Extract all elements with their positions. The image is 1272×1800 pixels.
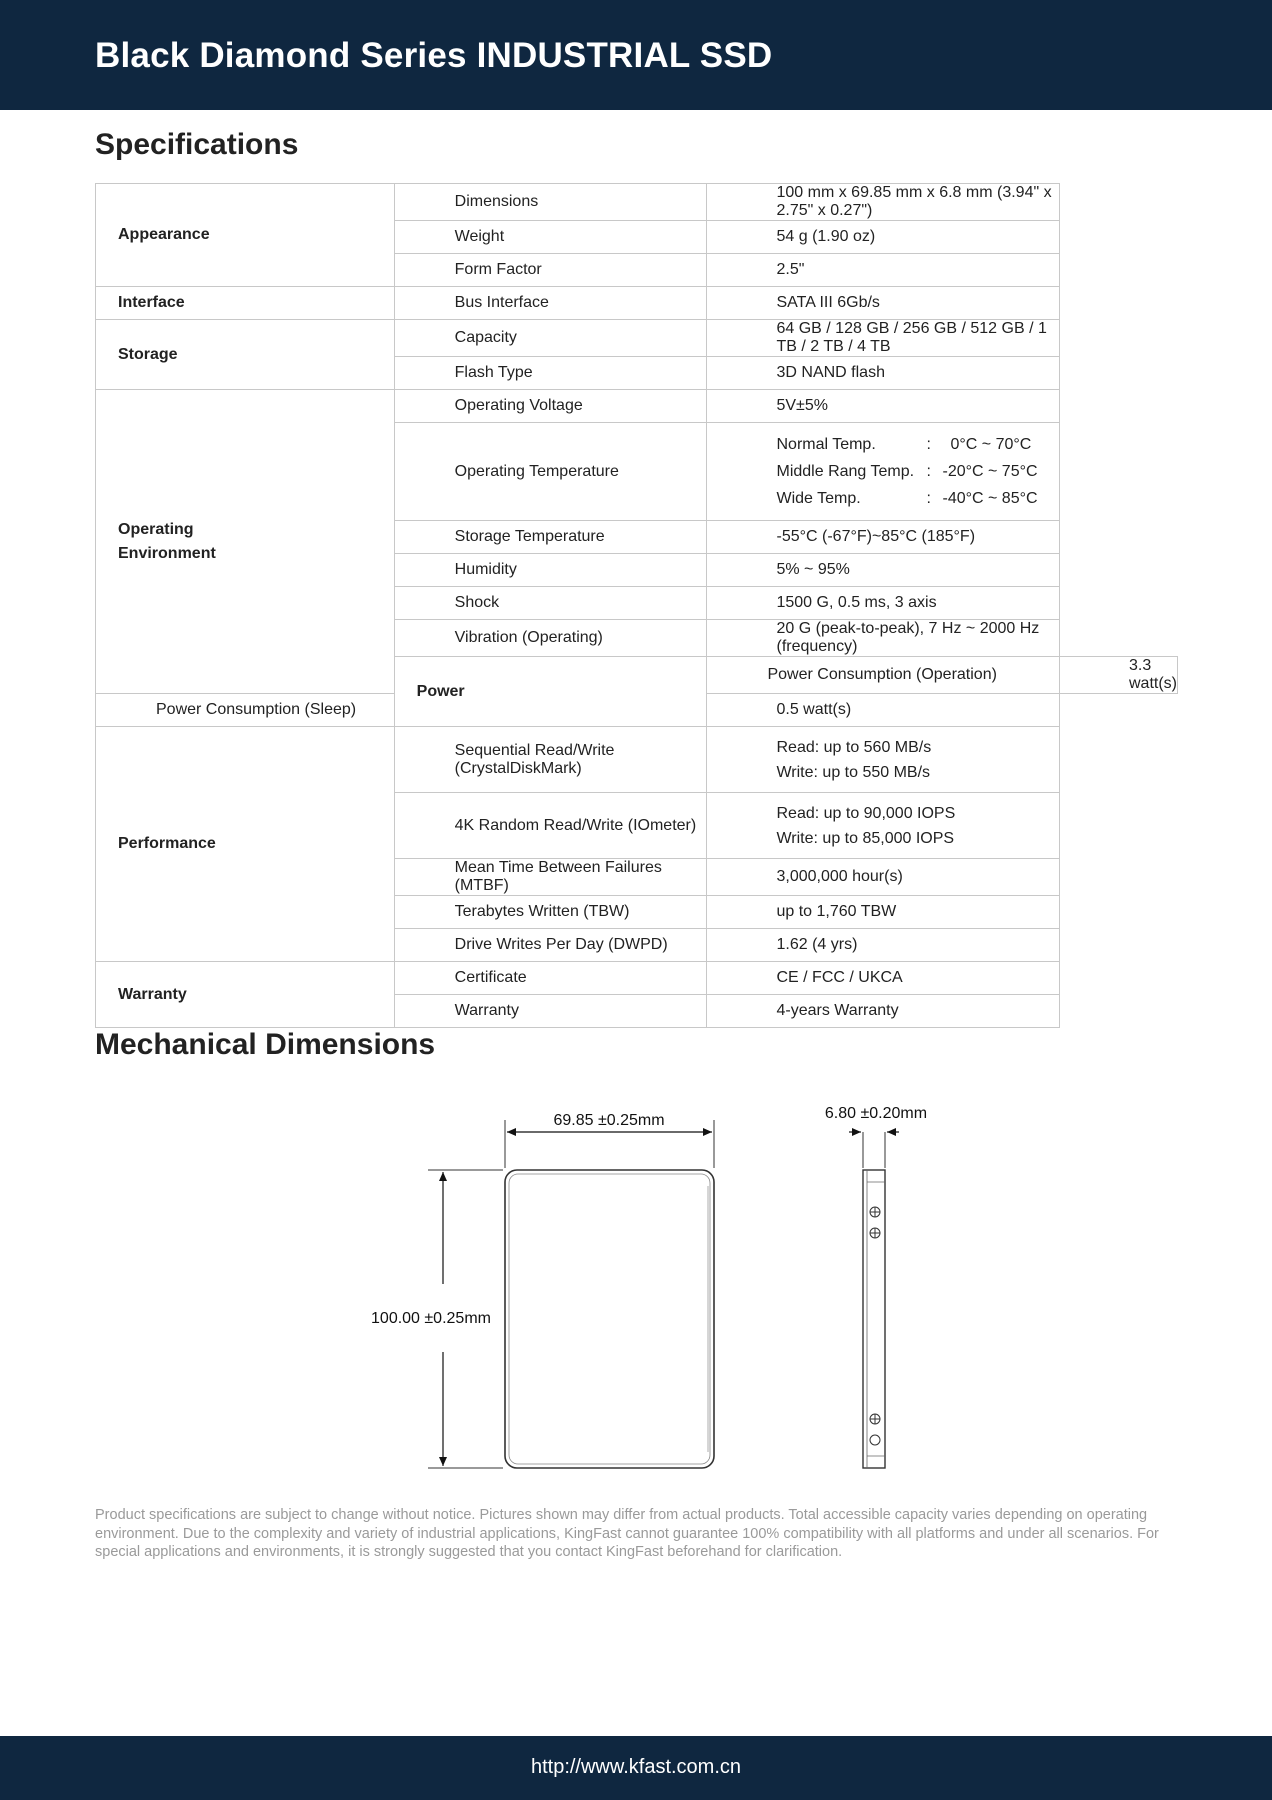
category-appearance: Appearance: [96, 184, 395, 287]
page-footer: [0, 1736, 1272, 1800]
height-dimension-label: 100.00 ±0.25mm: [371, 1310, 491, 1327]
spec-item-label: Bus Interface: [394, 287, 707, 320]
spec-item-label: Storage Temperature: [394, 521, 707, 554]
height-dimension: [371, 1170, 503, 1468]
spec-item-label: Certificate: [394, 962, 707, 995]
spec-value: [707, 793, 1060, 859]
spec-item-label: Warranty: [394, 995, 707, 1028]
read-speed: Read: up to 560 MB/s: [776, 738, 932, 756]
spec-item-label: Vibration (Operating): [394, 620, 707, 657]
temp-range: -20°C ~ 75°C: [942, 462, 1038, 480]
temperature-line: [776, 485, 1059, 512]
spec-item-label: Form Factor: [394, 254, 707, 287]
table-row: [96, 287, 1178, 320]
spec-value: 5V±5%: [707, 390, 1060, 423]
specifications-table: [95, 183, 1178, 1028]
spec-item-label: Drive Writes Per Day (DWPD): [394, 929, 707, 962]
mechanical-drawing: [0, 1090, 1272, 1490]
spec-value: 5% ~ 95%: [707, 554, 1060, 587]
spec-value: 2.5": [707, 254, 1060, 287]
temp-range: 0°C ~ 70°C: [950, 435, 1032, 453]
category-label-line: Environment: [118, 544, 216, 562]
spec-value: up to 1,760 TBW: [707, 896, 1060, 929]
temp-colon: :: [926, 435, 931, 453]
temperature-line: [776, 458, 1059, 485]
temp-range: -40°C ~ 85°C: [942, 489, 1038, 507]
read-iops: Read: up to 90,000 IOPS: [776, 804, 956, 822]
temperature-ranges: [707, 423, 1060, 521]
spec-value: 0.5 watt(s): [707, 694, 1060, 727]
write-iops: Write: up to 85,000 IOPS: [776, 829, 955, 847]
table-row: [96, 320, 1178, 357]
spec-item-label: Mean Time Between Failures (MTBF): [394, 859, 707, 896]
ssd-side-view: [863, 1170, 885, 1468]
spec-value: 100 mm x 69.85 mm x 6.8 mm (3.94" x 2.75" x 0.27"): [707, 184, 1060, 221]
spec-item-label: Power Consumption (Operation): [707, 657, 1060, 694]
screw-hole-icon: [870, 1228, 880, 1238]
write-speed: Write: up to 550 MB/s: [776, 763, 931, 781]
spec-value: 3D NAND flash: [707, 357, 1060, 390]
spec-value: -55°C (-67°F)~85°C (185°F): [707, 521, 1060, 554]
temp-grade-label: Wide Temp.: [776, 489, 861, 507]
thickness-dimension: [825, 1105, 927, 1168]
category-storage: Storage: [96, 320, 395, 390]
spec-item-label: Flash Type: [394, 357, 707, 390]
spec-item-label: Dimensions: [394, 184, 707, 221]
table-row: [96, 184, 1178, 221]
spec-item-label: Weight: [394, 221, 707, 254]
category-interface: Interface: [96, 287, 395, 320]
spec-value: 20 G (peak-to-peak), 7 Hz ~ 2000 Hz (frequency): [707, 620, 1060, 657]
screw-hole-icon: [870, 1207, 880, 1217]
category-performance: Performance: [96, 727, 395, 962]
width-dimension-label: 69.85 ±0.25mm: [553, 1112, 665, 1129]
spec-value: [707, 727, 1060, 793]
spec-item-label: Operating Temperature: [394, 423, 707, 521]
category-warranty: Warranty: [96, 962, 395, 1028]
spec-item-label: Terabytes Written (TBW): [394, 896, 707, 929]
spec-value: 54 g (1.90 oz): [707, 221, 1060, 254]
spec-value: 64 GB / 128 GB / 256 GB / 512 GB / 1 TB / 2 TB / 4 TB: [707, 320, 1060, 357]
spec-item-label: 4K Random Read/Write (IOmeter): [394, 793, 707, 859]
table-row: [96, 390, 1178, 423]
category-label-line: Operating: [118, 520, 194, 538]
spec-value: 1.62 (4 yrs): [707, 929, 1060, 962]
screw-hole-icon: [870, 1435, 880, 1445]
category-operating-environment: [96, 390, 395, 694]
spec-value: 3.3 watt(s): [1060, 657, 1178, 694]
spec-value: CE / FCC / UKCA: [707, 962, 1060, 995]
table-row: [96, 727, 1178, 793]
mechanical-dimensions-heading: Mechanical Dimensions: [95, 1028, 436, 1061]
website-link[interactable]: http://www.kfast.com.cn: [530, 1756, 742, 1778]
spec-item-label: Capacity: [394, 320, 707, 357]
page-header: [0, 0, 1272, 110]
spec-value: SATA III 6Gb/s: [707, 287, 1060, 320]
spec-item-label: Operating Voltage: [394, 390, 707, 423]
temp-grade-label: Middle Rang Temp.: [776, 462, 915, 480]
spec-value: 1500 G, 0.5 ms, 3 axis: [707, 587, 1060, 620]
spec-value: 3,000,000 hour(s): [707, 859, 1060, 896]
temp-grade-label: Normal Temp.: [776, 435, 876, 453]
disclaimer-text: Product specifications are subject to change without notice. Pictures shown may differ from actual products. Total accessible capacity varies depending on operating environment. Due to the complexity and variety of industrial applications, KingFast cannot guarantee 100% compatibility with all platforms and under all scenarios. For special applications and environments, it is strongly suggested that you contact KingFast beforehand for clarification.: [95, 1507, 1159, 1560]
spec-value: 4-years Warranty: [707, 995, 1060, 1028]
width-dimension: [505, 1112, 714, 1168]
spec-item-label: Power Consumption (Sleep): [96, 694, 395, 727]
table-row: [96, 962, 1178, 995]
page-title: Black Diamond Series INDUSTRIAL SSD: [95, 36, 773, 75]
temp-colon: :: [926, 489, 931, 507]
thickness-dimension-label: 6.80 ±0.20mm: [824, 1105, 928, 1122]
temperature-line: [776, 431, 1059, 458]
spec-item-label: Shock: [394, 587, 707, 620]
screw-hole-icon: [870, 1414, 880, 1424]
specifications-heading: Specifications: [95, 128, 299, 161]
spec-item-label: Sequential Read/Write (CrystalDiskMark): [394, 727, 707, 793]
category-power: Power: [394, 657, 707, 727]
temp-colon: :: [926, 462, 931, 480]
ssd-front-view: [505, 1170, 714, 1468]
spec-item-label: Humidity: [394, 554, 707, 587]
